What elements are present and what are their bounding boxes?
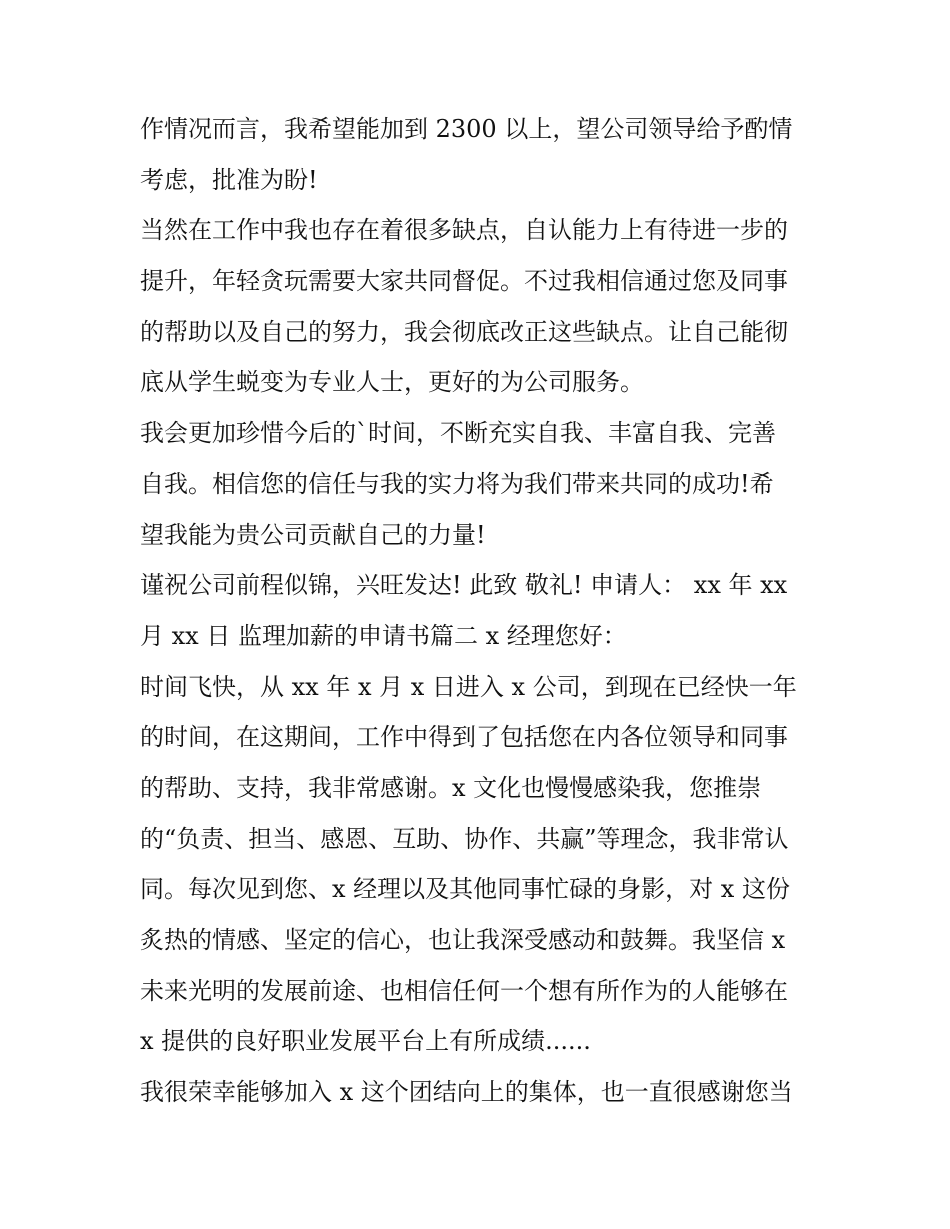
text-line: 我会更加珍惜今后的`时间，不断充实自我、丰富自我、完善 <box>140 419 776 448</box>
text-line: 的帮助以及自己的努力，我会彻底改正这些缺点。让自己能彻 <box>140 317 788 346</box>
text-line: 同。每次见到您、x 经理以及其他同事忙碌的身影，对 x 这份 <box>140 875 790 904</box>
text-line: 作情况而言，我希望能加到 2300 以上，望公司领导给予酌情 <box>140 115 793 143</box>
text-line: 的时间，在这期间，工作中得到了包括您在内各位领导和同事 <box>140 723 788 752</box>
text-line: 时间飞快，从 xx 年 x 月 x 日进入 x 公司，到现在已经快一年 <box>140 672 797 701</box>
text-line: 自我。相信您的信任与我的实力将为我们带来共同的成功!希 <box>140 469 774 498</box>
text-line: x 提供的良好职业发展平台上有所成绩...... <box>140 1027 591 1056</box>
text-line: 底从学生蜕变为专业人士，更好的为公司服务。 <box>140 368 644 397</box>
text-line: 的“负责、担当、感恩、互助、协作、共赢”等理念，我非常认 <box>140 824 789 853</box>
text-line: 未来光明的发展前途、也相信任何一个想有所作为的人能够在 <box>140 976 788 1005</box>
text-line: 考虑，批准为盼! <box>140 165 318 194</box>
text-line: 的帮助、支持，我非常感谢。x 文化也慢慢感染我，您推崇 <box>140 773 762 802</box>
text-line: 提升，年轻贪玩需要大家共同督促。不过我相信通过您及同事 <box>140 267 788 296</box>
text-line: 谨祝公司前程似锦，兴旺发达! 此致 敬礼! 申请人： xx 年 xx <box>140 571 788 600</box>
text-line: 当然在工作中我也存在着很多缺点，自认能力上有待进一步的 <box>140 216 788 245</box>
text-line: 我很荣幸能够加入 x 这个团结向上的集体，也一直很感谢您当 <box>140 1078 793 1107</box>
text-line: 望我能为贵公司贡献自己的力量! <box>140 520 486 549</box>
text-line: 月 xx 日 监理加薪的申请书篇二 x 经理您好： <box>140 621 627 650</box>
text-line: 炙热的情感、坚定的信心，也让我深受感动和鼓舞。我坚信 x <box>140 926 786 954</box>
document-text-body <box>140 104 820 1118</box>
